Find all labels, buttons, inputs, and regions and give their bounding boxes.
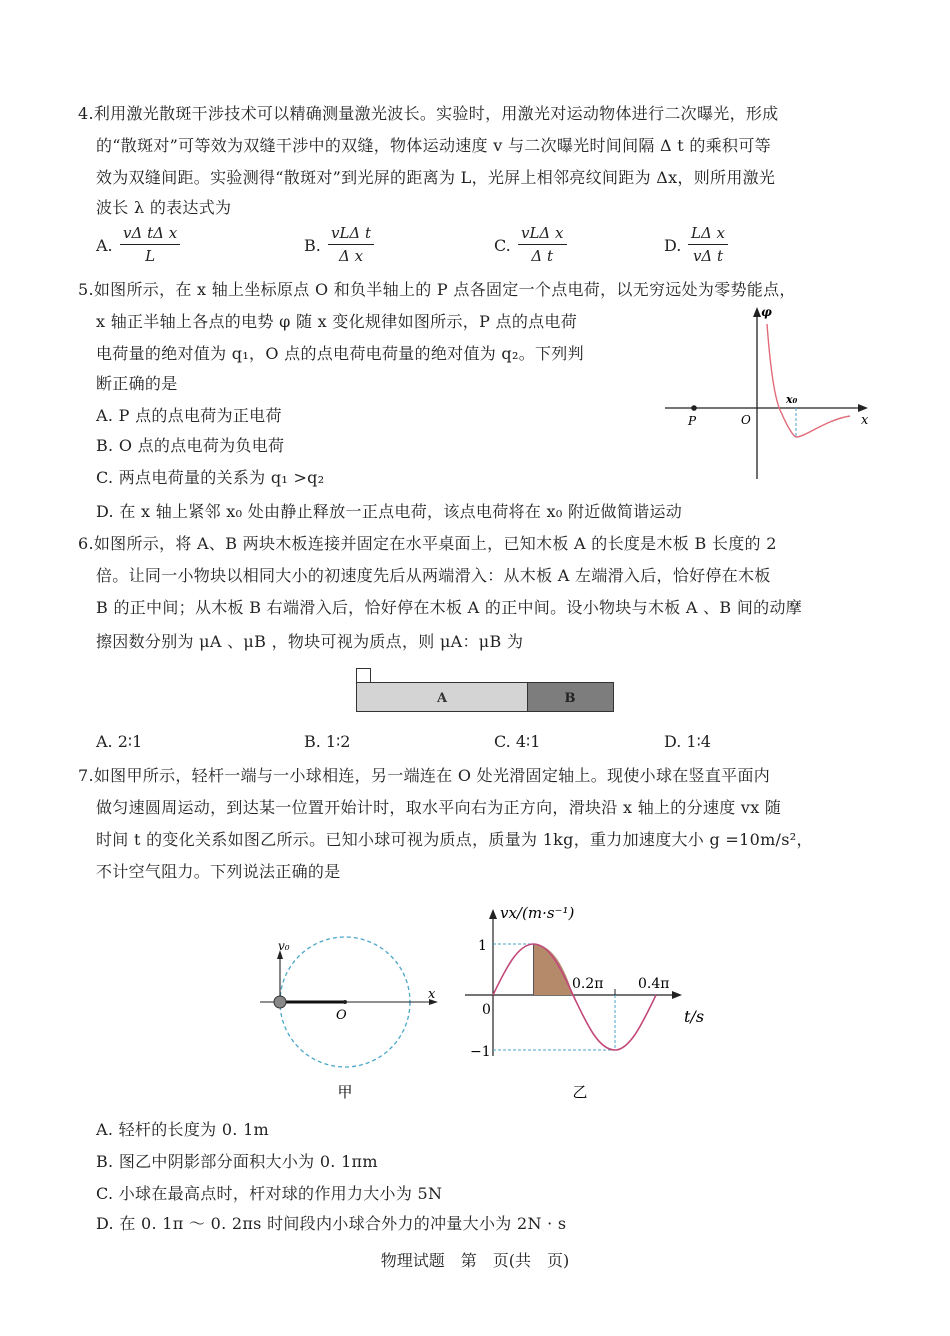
- q6-line-2: 倍。让同一小物块以相同大小的初速度先后从两端滑入：从木板 A 左端滑入后，恰好停在木板: [96, 566, 771, 585]
- q4-option-d-fraction: [688, 224, 728, 265]
- q7-label-minus1: −1: [470, 1044, 491, 1060]
- q5-line-4: 断正确的是: [96, 374, 178, 393]
- q6-line-1: 6.如图所示，将 A、B 两块木板连接并固定在水平桌面上，已知木板 A 的长度是木板 B 长度的 2: [78, 534, 777, 553]
- q4-option-d-denominator: vΔ t: [692, 247, 724, 265]
- q5-label-x: x: [861, 413, 869, 428]
- q4-option-b-label: B.: [304, 236, 321, 255]
- q7-label-04pi: 0.4π: [638, 976, 670, 992]
- q4-line-3: 效为双缝间距。实验测得“散斑对”到光屏的距离为 L，光屏上相邻亮纹间距为 Δx，则所用激光: [96, 168, 776, 187]
- q5-potential-graph: [660, 304, 885, 482]
- q7-line-4: 不计空气阻力。下列说法正确的是: [96, 862, 341, 881]
- q7-line-2: 做匀速圆周运动，到达某一位置开始计时，取水平向右为正方向，滑块沿 x 轴上的分速度 vx 随: [96, 798, 782, 817]
- q5-line-1: 5.如图所示，在 x 轴上坐标原点 O 和负半轴上的 P 点各固定一个点电荷，以无穷远处为零势能点，: [78, 280, 796, 299]
- q4-line-4: 波长 λ 的表达式为: [96, 198, 232, 217]
- q7-option-d: D. 在 0. 1π ～ 0. 2πs 时间段内小球合外力的冲量大小为 2N · s: [96, 1214, 567, 1233]
- q5-option-d: D. 在 x 轴上紧邻 x₀ 处由静止释放一正点电荷，该点电荷将在 x₀ 附近做简谐运动: [96, 502, 683, 521]
- q5-option-b: B. O 点的点电荷为负电荷: [96, 436, 285, 455]
- q7-caption-jia: 甲: [337, 1083, 353, 1101]
- q4-option-c-numerator: vLΔ x: [518, 224, 567, 245]
- q5-point-p: [691, 405, 697, 411]
- q5-label-p: P: [688, 414, 697, 428]
- q4-option-b-denominator: Δ x: [339, 247, 364, 265]
- q7-figure-yi: [460, 896, 725, 1110]
- q7-t-axis-arrow: [672, 991, 682, 999]
- q6-option-d: D. 1∶4: [664, 732, 711, 751]
- q4-option-b-numerator: vLΔ t: [328, 224, 374, 245]
- q7-line-3: 时间 t 的变化关系如图乙所示。已知小球可视为质点，质量为 1kg，重力加速度大小 g =10m/s²，: [96, 830, 813, 849]
- q7-label-o: O: [336, 1008, 347, 1023]
- q7-label-vx: vx/(m·s⁻¹): [500, 904, 575, 922]
- q7-label-02pi: 0.2π: [572, 976, 604, 992]
- q7-line-1: 7.如图甲所示，轻杆一端与一小球相连，另一端连在 O 处光滑固定轴上。现使小球在竖直平面内: [78, 766, 771, 785]
- q6-option-a: A. 2∶1: [96, 732, 143, 751]
- q7-vx-curve: [493, 944, 656, 1050]
- q6-board-b-label: B: [564, 691, 576, 706]
- q7-option-a: A. 轻杆的长度为 0. 1m: [96, 1120, 270, 1139]
- q5-label-o: O: [741, 413, 751, 427]
- q7-figure-jia: [250, 930, 450, 1110]
- q4-option-a-label: A.: [96, 236, 113, 255]
- q6-line-4: 擦因数分别为 μA 、μB ，物块可视为质点，则 μA：μB 为: [96, 632, 524, 651]
- q7-option-c: C. 小球在最高点时，杆对球的作用力大小为 5N: [96, 1184, 443, 1203]
- q5-line-3: 电荷量的绝对值为 q₁，O 点的点电荷电荷量的绝对值为 q₂。下列判: [96, 344, 584, 363]
- q6-line-3: B 的正中间；从木板 B 右端滑入后，恰好停在木板 A 的正中间。设小物块与木板 A 、B 间的动摩: [96, 598, 803, 617]
- q5-potential-curve: [767, 324, 850, 437]
- q5-line-2: x 轴正半轴上各点的电势 φ 随 x 变化规律如图所示，P 点的点电荷: [96, 312, 578, 331]
- q4-line-1: 4.利用激光散斑干涉技术可以精确测量激光波长。实验时，用激光对运动物体进行二次曝光，形成: [78, 104, 779, 123]
- q7-ball: [274, 996, 286, 1008]
- q4-option-c-denominator: Δ t: [531, 247, 554, 265]
- q4-option-c-label: C.: [494, 236, 511, 255]
- q4-option-b-fraction: [328, 224, 374, 265]
- q4-option-d-label: D.: [664, 236, 682, 255]
- q7-label-1: 1: [478, 938, 487, 954]
- q7-label-v0: v₀: [278, 939, 290, 953]
- q5-option-c: C. 两点电荷量的关系为 q₁ >q₂: [96, 468, 325, 487]
- q5-option-a: A. P 点的点电荷为正电荷: [96, 406, 282, 425]
- q6-board-a-label: A: [436, 691, 448, 706]
- q4-line-2: 的“散斑对”可等效为双缝干涉中的双缝，物体运动速度 v 与二次曝光时间间隔 Δ t 的乘积可等: [96, 136, 771, 155]
- q7-option-b: B. 图乙中阴影部分面积大小为 0. 1πm: [96, 1152, 378, 1171]
- q7-vx-axis-arrow: [489, 909, 497, 919]
- q7-shaded-area: [534, 944, 574, 995]
- q6-block: [357, 669, 371, 683]
- q7-label-t: t/s: [684, 1007, 705, 1026]
- q5-phi-axis-arrow: [753, 307, 761, 317]
- q5-label-phi: φ: [761, 305, 772, 319]
- q7-label-x: x: [428, 987, 436, 1002]
- page-footer: 物理试题 第 页(共 页): [380, 1251, 570, 1270]
- q6-option-c: C. 4∶1: [494, 732, 541, 751]
- q4-option-a-fraction: [120, 224, 180, 265]
- q6-option-b: B. 1∶2: [304, 732, 351, 751]
- q6-board-diagram: [352, 666, 618, 716]
- q7-caption-yi: 乙: [572, 1083, 588, 1101]
- q4-option-d-numerator: LΔ x: [688, 224, 728, 245]
- q4-option-a-denominator: L: [145, 247, 156, 265]
- q7-label-zero: 0: [482, 1002, 491, 1018]
- q5-label-x0: x₀: [786, 393, 798, 406]
- q4-option-c-fraction: [518, 224, 567, 265]
- q5-x-axis-arrow: [858, 404, 868, 412]
- q4-option-a-numerator: vΔ tΔ x: [120, 224, 180, 245]
- q7-pivot-o: [343, 1000, 347, 1004]
